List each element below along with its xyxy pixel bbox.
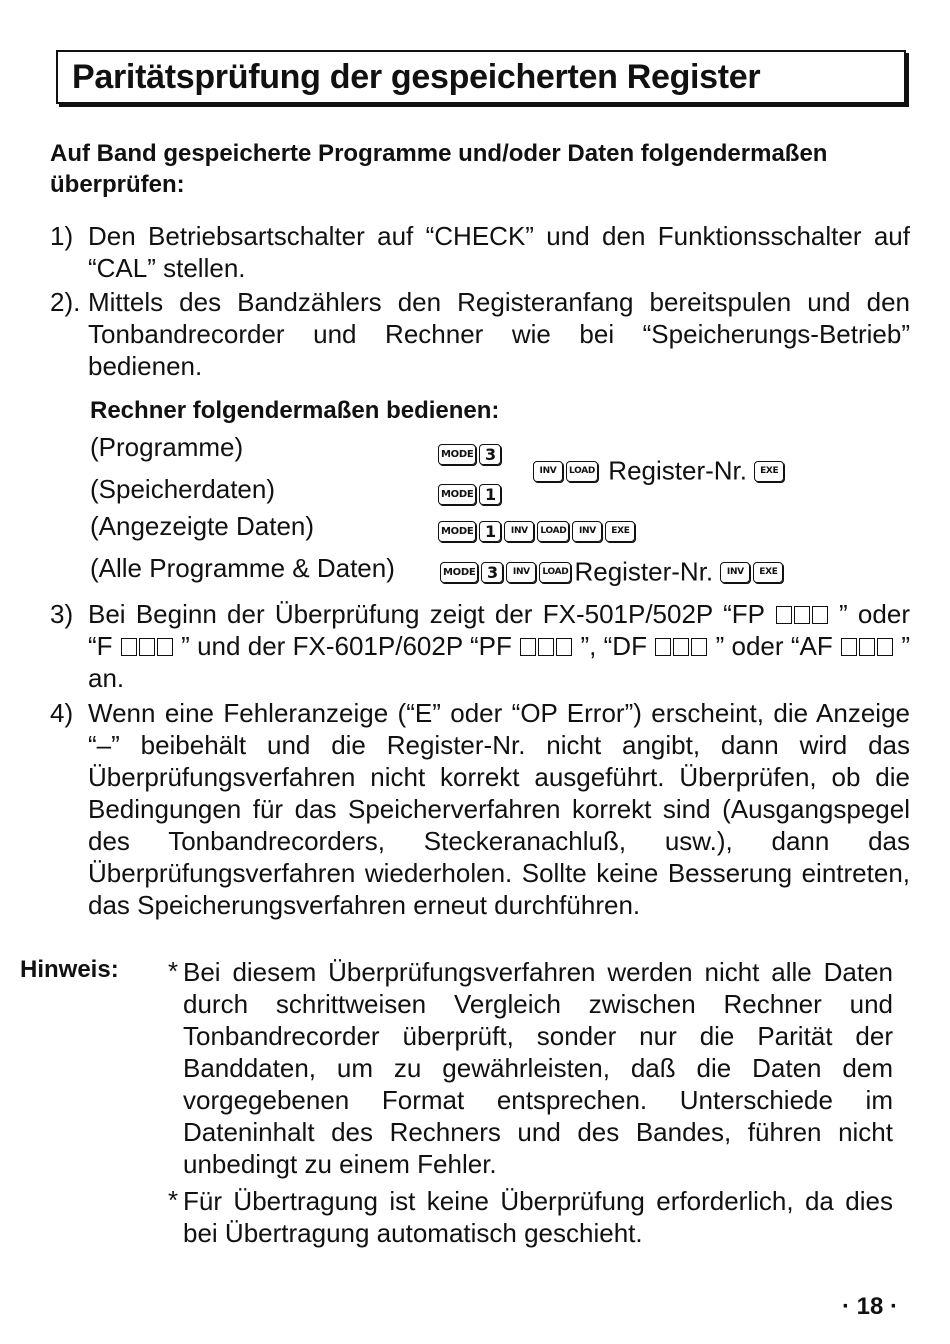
- exe-key-icon: EXE: [753, 562, 783, 583]
- placeholder-box-icon: [673, 638, 689, 656]
- placeholder-box-icon: [859, 638, 875, 656]
- mode-key-icon: MODE: [438, 521, 476, 542]
- digit-1-key-icon: 1: [479, 521, 501, 542]
- note-item-1: Bei diesem Überprüfungsverfahren werden nicht alle Daten durch schrittweisen Vergleich zwischen Rechner und Tonbandrecorder überprüft, sonder nur die Parität der Banddaten, um zu gewährleisten, daß die Daten dem vorgegebenen Format entsprechen. Unterschiede im Dateninhalt des Rechners und des Bandes, führen nicht unbedingt zu einem Fehler.: [183, 957, 893, 1179]
- step-number: 2).: [50, 287, 81, 317]
- step-number: 4): [50, 698, 74, 728]
- step-number: 1): [50, 221, 74, 251]
- key-sequence-alle: [440, 555, 786, 588]
- placeholder-box-icon: [877, 638, 893, 656]
- placeholder-box-icon: [538, 638, 554, 656]
- note-item-2: Für Übertragung ist keine Überprüfung erforderlich, da dies bei Übertragung automatisch geschieht.: [183, 1186, 893, 1248]
- register-label: Register-Nr.: [608, 455, 747, 486]
- placeholder-box-icon: [139, 638, 155, 656]
- inv-key-icon: INV: [506, 562, 536, 583]
- placeholder-box-icon: [655, 638, 671, 656]
- load-key-icon: LOAD: [539, 562, 571, 583]
- placeholder-box-icon: [157, 638, 173, 656]
- register-label: Register-Nr.: [574, 556, 714, 587]
- note-bullet: *: [168, 956, 179, 986]
- op-label-alle: (Alle Programme & Daten): [90, 553, 395, 583]
- placeholder-box-icon: [121, 638, 137, 656]
- step-text: Bei Beginn der Überprüfung zeigt der FX-501P/502P “FP ” oder “F ” und der FX-601P/602P “PF ”, “DF ” oder “AF ” an.: [88, 599, 910, 693]
- digit-1-key-icon: 1: [479, 484, 501, 505]
- exe-key-icon: EXE: [754, 461, 784, 482]
- inv-key-icon: INV: [504, 521, 534, 542]
- inv-key-icon: INV: [533, 461, 563, 482]
- step-text: Wenn eine Fehleranzeige (“E” oder “OP Error”) erscheint, die Anzeige “–” beibehält und die Register-Nr. nicht angibt, dann wird das Überprüfungsverfahren nicht korrekt ausgeführt. Überprüfen, ob die Bedingungen für das Speicherverfahren korrekt sind (Ausgangspegel des Tonbandrecorders, Steckeranachluß, usw.), dann das Überprüfungsverfahren wiederholen. Sollte keine Besserung eintreten, das Speicherungsverfahren erneut durchführen.: [88, 698, 910, 920]
- exe-key-icon: EXE: [605, 521, 635, 542]
- page-title: Paritätsprüfung der gespeicherten Register: [72, 58, 761, 96]
- inv-key-icon: INV: [720, 562, 750, 583]
- key-sequence-speicherdaten: [438, 477, 504, 508]
- step-number: 3): [50, 599, 74, 629]
- op-label-speicherdaten: (Speicherdaten): [90, 474, 275, 504]
- load-key-icon: LOAD: [566, 461, 598, 482]
- step-text: Den Betriebsartschalter auf “CHECK” und den Funktionsschalter auf “CAL” stellen.: [88, 221, 910, 283]
- step-1: [50, 220, 910, 284]
- op-label-programme: (Programme): [90, 432, 244, 462]
- note-bullet: *: [168, 1185, 179, 1215]
- digit-3-key-icon: 3: [481, 562, 503, 583]
- page-number: · 18 ·: [842, 1293, 899, 1320]
- placeholder-box-icon: [691, 638, 707, 656]
- placeholder-box-icon: [841, 638, 857, 656]
- title-box: [56, 50, 906, 104]
- step-3: [50, 598, 910, 694]
- step-text: Mittels des Bandzählers den Registeranfang bereitspulen und den Tonbandrecorder und Rechner wie bei “Speicherungs-Betrieb” bedienen.: [88, 287, 910, 381]
- mode-key-icon: MODE: [440, 562, 478, 583]
- key-sequence-angezeigte: [438, 514, 638, 545]
- digit-3-key-icon: 3: [479, 444, 501, 465]
- note-label: Hinweis:: [20, 956, 119, 983]
- load-key-icon: LOAD: [537, 521, 569, 542]
- placeholder-box-icon: [520, 638, 536, 656]
- op-label-angezeigte-daten: (Angezeigte Daten): [90, 511, 315, 541]
- key-sequence-shared: [533, 454, 787, 487]
- inv-key-icon: INV: [572, 521, 602, 542]
- placeholder-box-icon: [794, 606, 810, 624]
- placeholder-box-icon: [812, 606, 828, 624]
- placeholder-box-icon: [776, 606, 792, 624]
- placeholder-box-icon: [556, 638, 572, 656]
- intro-text: Auf Band gespeicherte Programme und/oder Daten folgendermaßen überprüfen:: [50, 140, 828, 198]
- step-2: [50, 286, 910, 382]
- operation-heading: Rechner folgendermaßen bedienen:: [90, 397, 500, 424]
- step-4: [50, 697, 910, 953]
- mode-key-icon: MODE: [438, 484, 476, 505]
- key-sequence-programme: [438, 437, 504, 468]
- mode-key-icon: MODE: [438, 444, 476, 465]
